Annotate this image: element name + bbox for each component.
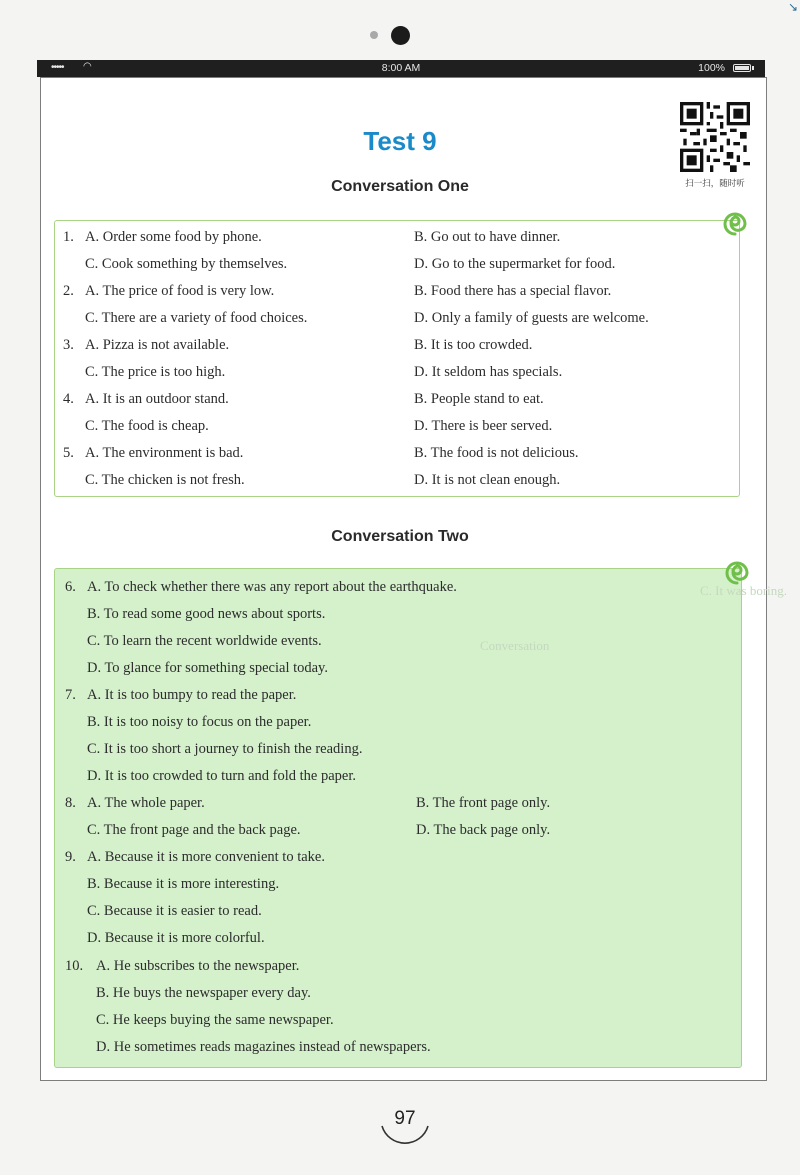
- question-8-option-d[interactable]: D. The back page only.: [416, 822, 551, 838]
- question-5-option-b[interactable]: B. The food is not delicious.: [414, 445, 579, 461]
- camera-dot: [391, 26, 410, 45]
- option-text: A. Because it is more convenient to take.: [87, 849, 325, 865]
- corner-mark-icon: ↘: [787, 0, 798, 14]
- question-2-option-b[interactable]: B. Food there has a special flavor.: [414, 283, 612, 299]
- page-number: 97: [394, 1108, 416, 1129]
- question-8-option-a[interactable]: [65, 795, 205, 812]
- question-3-option-b[interactable]: B. It is too crowded.: [414, 337, 533, 353]
- status-bar: [37, 60, 765, 77]
- section-heading-conversation-two: Conversation Two: [331, 528, 469, 545]
- question-9-option-b[interactable]: B. Because it is more interesting.: [87, 876, 280, 892]
- battery-icon: [733, 64, 751, 72]
- option-text: A. The whole paper.: [87, 795, 205, 811]
- question-2-option-d[interactable]: D. Only a family of guests are welcome.: [414, 310, 649, 326]
- battery-tip: [752, 66, 754, 70]
- question-6-option-d[interactable]: D. To glance for something special today.: [87, 660, 328, 676]
- question-number: 8.: [65, 795, 76, 811]
- question-9-option-d[interactable]: D. Because it is more colorful.: [87, 930, 265, 946]
- question-number: 4.: [63, 391, 74, 407]
- question-1-option-b[interactable]: B. Go out to have dinner.: [414, 229, 561, 245]
- question-4-option-c[interactable]: C. The food is cheap.: [85, 418, 209, 434]
- question-10-option-b[interactable]: B. He buys the newspaper every day.: [96, 985, 311, 1001]
- question-9-option-c[interactable]: C. Because it is easier to read.: [87, 903, 262, 919]
- bleed-through-text: C. It was boring.: [700, 583, 788, 598]
- option-text: A. The price of food is very low.: [85, 283, 275, 299]
- question-number: 6.: [65, 579, 76, 595]
- question-number: 1.: [63, 229, 74, 245]
- page-title: Test 9: [363, 126, 437, 156]
- option-text: A. It is too bumpy to read the paper.: [87, 687, 297, 703]
- question-4-option-a[interactable]: [63, 391, 229, 408]
- question-number: 5.: [63, 445, 74, 461]
- question-1-option-a[interactable]: [63, 229, 262, 246]
- question-6-option-c[interactable]: C. To learn the recent worldwide events.: [87, 633, 322, 649]
- option-text: A. Pizza is not available.: [85, 337, 230, 353]
- question-4-option-b[interactable]: B. People stand to eat.: [414, 391, 544, 407]
- question-7-option-d[interactable]: D. It is too crowded to turn and fold the paper.: [87, 768, 356, 784]
- question-number: 9.: [65, 849, 76, 865]
- question-number: 2.: [63, 283, 74, 299]
- question-6-option-b[interactable]: B. To read some good news about sports.: [87, 606, 326, 622]
- question-2-option-a[interactable]: [63, 283, 274, 300]
- question-1-option-c[interactable]: C. Cook something by themselves.: [85, 256, 288, 272]
- bleed-through-heading: Conversation: [480, 638, 550, 653]
- question-2-option-c[interactable]: C. There are a variety of food choices.: [85, 310, 308, 326]
- qr-caption: 扫一扫，随时听: [685, 179, 745, 189]
- option-text: A. He subscribes to the newspaper.: [96, 958, 300, 974]
- question-8-option-b[interactable]: B. The front page only.: [416, 795, 551, 811]
- question-number: 3.: [63, 337, 74, 353]
- question-7-option-c[interactable]: C. It is too short a journey to finish the reading.: [87, 741, 363, 757]
- question-7-option-a[interactable]: [65, 687, 296, 704]
- option-text: A. Order some food by phone.: [85, 229, 262, 245]
- question-3-option-c[interactable]: C. The price is too high.: [85, 364, 226, 380]
- question-3-option-d[interactable]: D. It seldom has specials.: [414, 364, 563, 380]
- option-text: A. The environment is bad.: [85, 445, 244, 461]
- status-time: 8:00 AM: [381, 62, 421, 74]
- question-10-option-d[interactable]: D. He sometimes reads magazines instead of newspapers.: [96, 1039, 431, 1055]
- battery-percent: 100%: [698, 62, 725, 74]
- question-5-option-c[interactable]: C. The chicken is not fresh.: [85, 472, 245, 488]
- question-number: 7.: [65, 687, 76, 703]
- option-text: A. To check whether there was any report about the earthquake.: [87, 579, 457, 595]
- qr-code-icon[interactable]: [680, 102, 750, 172]
- question-9-option-a[interactable]: [65, 849, 325, 866]
- question-6-option-a[interactable]: [65, 579, 457, 596]
- swirl-icon: [722, 211, 748, 237]
- signal-icon: •••••: [51, 62, 64, 73]
- question-3-option-a[interactable]: [63, 337, 229, 354]
- question-10-option-c[interactable]: C. He keeps buying the same newspaper.: [96, 1012, 334, 1028]
- wifi-icon: ◠: [83, 61, 92, 72]
- question-5-option-d[interactable]: D. It is not clean enough.: [414, 472, 561, 488]
- question-5-option-a[interactable]: [63, 445, 243, 462]
- question-1-option-d[interactable]: D. Go to the supermarket for food.: [414, 256, 616, 272]
- question-number: 10.: [65, 958, 84, 974]
- question-10-option-a[interactable]: [65, 958, 299, 975]
- option-text: A. It is an outdoor stand.: [85, 391, 229, 407]
- question-8-option-c[interactable]: C. The front page and the back page.: [87, 822, 301, 838]
- section-heading-conversation-one: Conversation One: [331, 178, 469, 195]
- question-4-option-d[interactable]: D. There is beer served.: [414, 418, 553, 434]
- camera-dot-small: [370, 31, 378, 39]
- question-7-option-b[interactable]: B. It is too noisy to focus on the paper.: [87, 714, 312, 730]
